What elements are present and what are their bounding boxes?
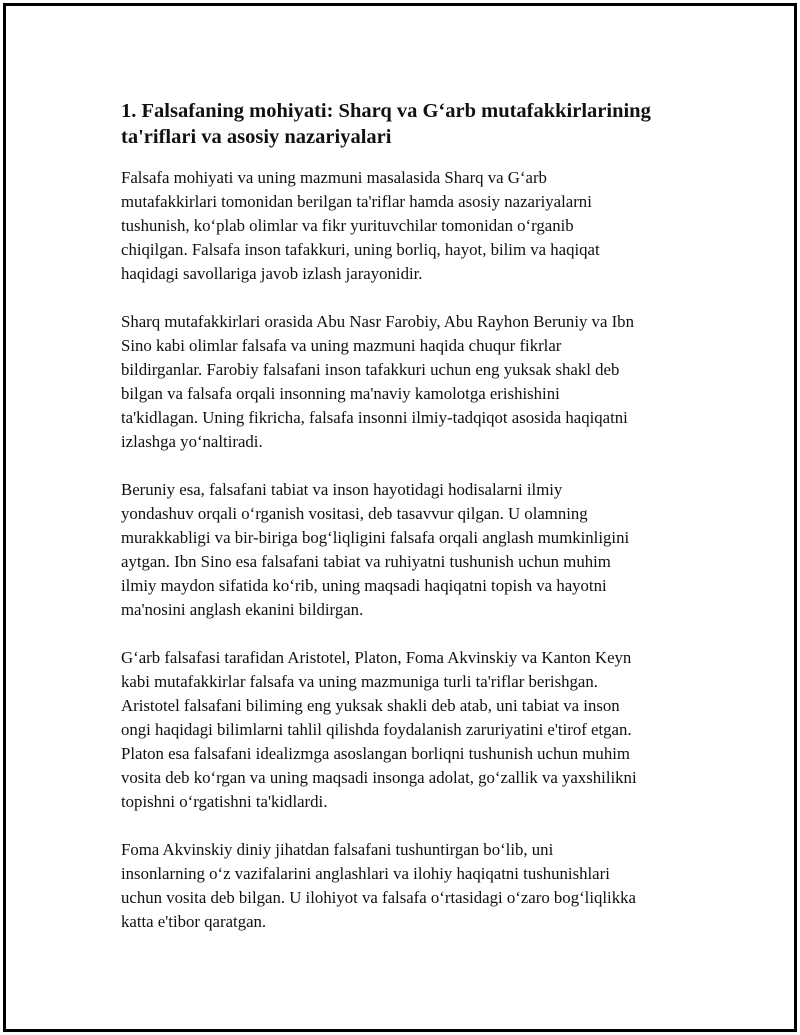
- section-heading: 1. Falsafaning mohiyati: Sharq va G‘arb mutafakkirlarining ta'riflari va asosiy nazariyalari: [121, 100, 651, 148]
- paragraph-beruniy-ibn-sino: Beruniy esa, falsafani tabiat va inson hayotidagi hodisalarni ilmiy yondashuv orqali o‘rganish vositasi, deb tasavvur qilgan. U olamning murakkabligi va bir-biriga bog‘liqligini falsafa orqali anglash mumkinligini aytgan. Ibn Sino esa falsafani tabiat va ruhiyatni tushunish uchun muhim ilmiy maydon sifatida ko‘rib, uning maqsadi haqiqatni topish va hayotni ma'nosini anglash ekanini bildirgan.: [121, 480, 630, 619]
- page-frame: [3, 3, 797, 1032]
- paragraph-intro: Falsafa mohiyati va uning mazmuni masalasida Sharq va G‘arb mutafakkirlari tomonidan berilgan ta'riflar hamda asosiy nazariyalarni tushunish, ko‘plab olimlar va fikr yurituvchilar tomonidan o‘rganib chiqilgan. Falsafa inson tafakkuri, uning borliq, hayot, bilim va haqiqat haqidagi savollariga javob izlash jarayonidir.: [121, 168, 600, 283]
- paragraph-western-thinkers: G‘arb falsafasi tarafidan Aristotel, Platon, Foma Akvinskiy va Kanton Keyn kabi mutafakkirlar falsafa va uning mazmuniga turli ta'riflar berishgan. Aristotel falsafani biliming eng yuksak shakli deb atab, uni tabiat va inson ongi haqidagi bilimlarni tahlil qilishda foydalanish zaruriyatini e'tirof etgan. Platon esa falsafani idealizmga asoslangan borliqni tushunish uchun muhim vosita deb ko‘rgan va uning maqsadi insonga adolat, go‘zallik va yaxshilikni topishni o‘rgatishni ta'kidlardi.: [121, 648, 637, 811]
- paragraph-foma-akvinskiy: Foma Akvinskiy diniy jihatdan falsafani tushuntirgan bo‘lib, uni insonlarning o‘z vazifalarini anglashlari va ilohiy haqiqatni tushunishlari uchun vosita deb bilgan. U ilohiyot va falsafa o‘rtasidagi o‘zaro bog‘liqlikka katta e'tibor qaratgan.: [121, 840, 636, 931]
- document-body: [121, 98, 701, 958]
- paragraph-eastern-thinkers: Sharq mutafakkirlari orasida Abu Nasr Farobiy, Abu Rayhon Beruniy va Ibn Sino kabi olimlar falsafa va uning mazmuni haqida chuqur fikrlar bildirganlar. Farobiy falsafani inson tafakkuri uchun eng yuksak shakl deb bilgan va falsafa orqali insonning ma'naviy kamolotga erishishini ta'kidlagan. Uning fikricha, falsafa insonni ilmiy-tadqiqot asosida haqiqatni izlashga yo‘naltiradi.: [121, 312, 634, 451]
